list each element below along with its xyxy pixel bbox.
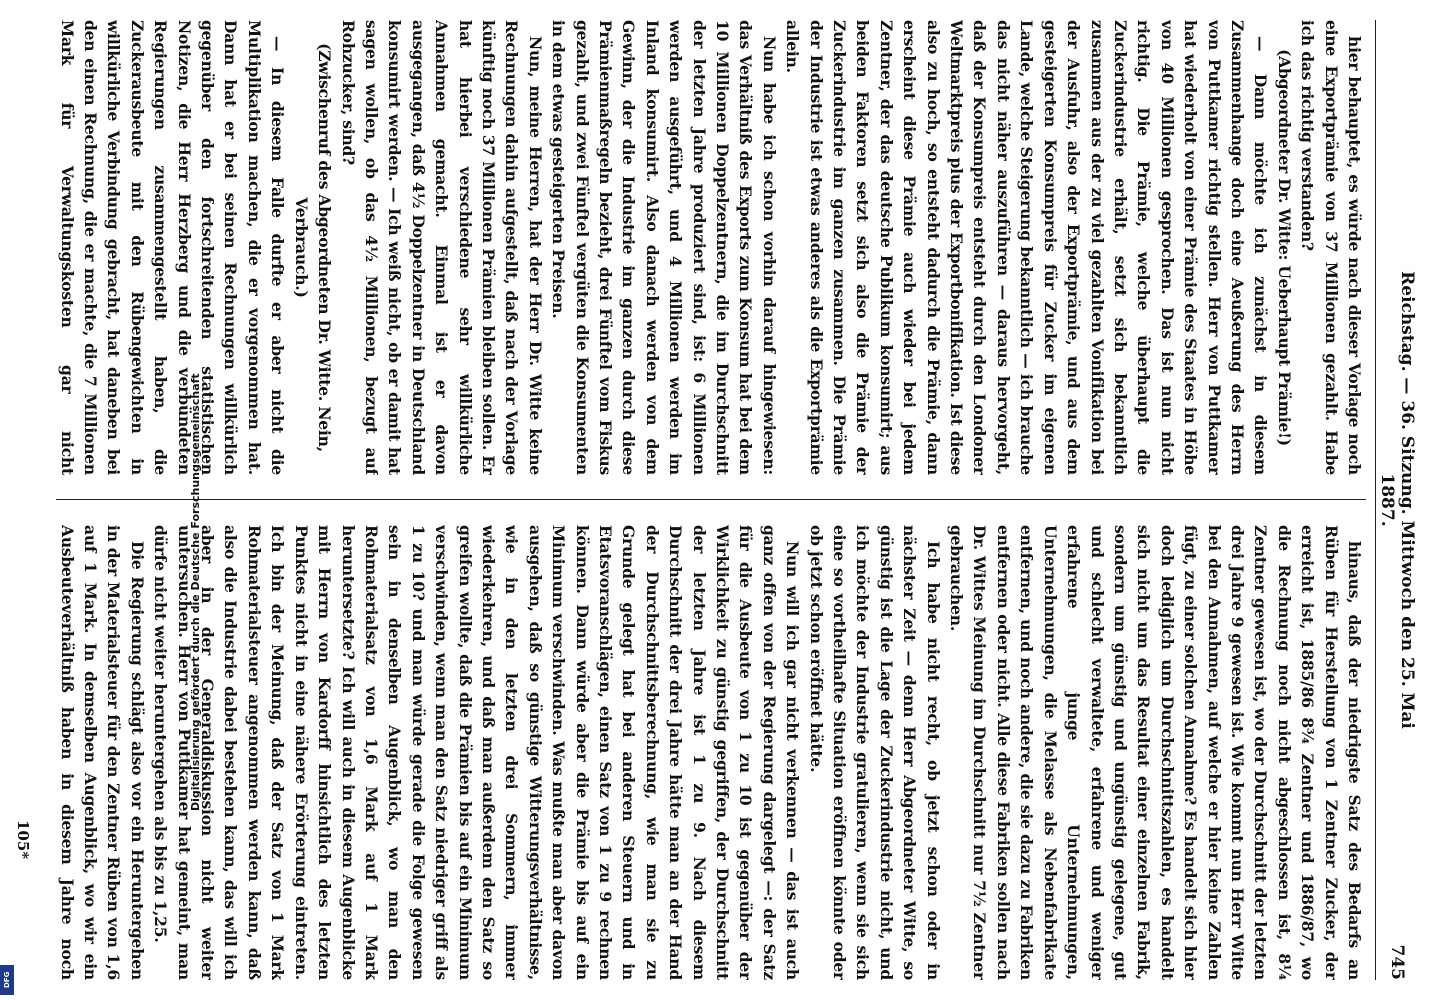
interjection: (Abgeordneter Dr. Witte: Ueberhaupt Prämie!): [1274, 49, 1294, 446]
right-column: [56, 525, 1366, 980]
paragraph: — In diesem Falle durfte er aber nicht die Multiplikation machen, die er vorgenommen hat. Dann hat er bei seinen Rechnungen willkürlich gegenüber den fortschreitenden statistischen Notizen, die Herr Herzberg und die verbündeten Regierungen zusammengestellt haben, die Zuckerausbeute mit den Rübengewichten in willkürliche Verbindung gebracht, hat daneben bei den einen Rechnung, die er machte, die 7 Millionen Mark für Verwaltungskosten gar nicht: [57, 20, 288, 475]
paragraph: Nun, meine Herren, hat der Herr Dr. Witte keine Rechnungen dahin aufgestellt, daß nach der Vorlage künftig noch 37 Millionen Prämien bleiben sollen. Er hat hierbei verschiedene sehr willkürliche Annahmen gemacht. Einmal ist er davon ausgegangen, daß 4½ Doppelzentner in Deutschland konsumirt werden. — Ich weiß nicht, ob er damit hat sagen wollen, ob das 4½ Millionen, bezugt auf Rohzucker, sind?: [338, 20, 545, 475]
paragraph: hinaus, daß der niedrigste Satz des Bedarfs an Rüben für Herstellung von 1 Zentner Zucker, der erreicht ist, 1885/86 8¾ Zentner und 1886/87, wo die Rechnung noch nicht abgeschlossen ist, 8¼ Zentner gewesen ist, wo der Durchschnitt der letzten drei Jahre 9 gewesen ist. Wie kommt nun Herr Witte bei den Annahmen, auf welche er hier keine Zahlen fügt, zu einer solchen Annahme? Es handelt sich hier doch lediglich um Durchschnittszahlen, es handelt sich nicht um das Resultat einer einzelnen Fabrik, sondern um günstig und ungünstig gelegene, gut und schlecht verwaltete, erfahrene und weniger erfahrene junge Unternehmungen, Unternehmungen, die Melasse als Nebenfabrikate entfernen, und noch andere, die sie dazu zu Fabriken entfernen oder nicht. Alle diese Fabriken sollen nach Dr. Wittes Meinung im Durchschnitt nur 7½ Zentner gebrauchen.: [947, 525, 1364, 980]
paragraph: Nun habe ich schon vorhin darauf hingewiesen: das Verhältniß des Exports zum Konsum hat bei dem 10 Millionen Doppelzentnern, die im Durchschnitt der letzten Jahre produziert sind, ist: 6 Millionen werden ausgeführt, und 4 Millionen werden im Inland konsumirt. Also danach werden von dem Gewinn, der die Industrie im ganzen durch diese Prämienmaßregeln bezieht, drei Fünftel vom Fiskus gezahlt, und zwei Fünftel vergüten die Konsumenten in dem etwas gesteigerten Preisen.: [549, 20, 779, 475]
paragraph: Nun will ich gar nicht verkennen — das ist auch ganz offen von der Regierung dargelegt —: der Satz für die Ausbeute von 1 zu 10 ist gegenüber der Wirklichkeit zu günstig gegriffen, der Durchschnitt der letzten Jahre ist 1 zu 9. Nach diesem Durchschnitt der drei Jahre hätte man an der Hand der Durchschnittsberechnung, wie man sie zu Grunde gelegt hat bei anderen Steuern und in Etatsvoranschlägen, einen Satz von 1 zu 9 rechnen können. Dann würde aber die Prämie bis auf ein Minimum verschwinden. Was mußte man aber davon ausgehen, daß so günstige Witterungsverhältnisse, wie in den letzten drei Sommern, immer wiederkehren, und daß man außerdem den Satz so greifen wollte, daß die Prämien bis auf ein Minimum verschwinden, wenn man den Satz niedriger griff als 1 zu 10? und man würde gerade die Folge gewesen sein in denselben Augenblick, wo man den Rohmaterialsatz von 1,6 Mark auf 1 Mark heruntersetzte? Ich will auch in diesem Augenblicke mit Herrn von Kardorff hinsichtlich des letzten Punktes nicht in eine nähere Erörterung eintreten. Ich bin der Meinung, daß der Satz von 1 Mark Rohmaterialsteuer angenommen werden kann, daß also die Industrie dabei bestehen kann, das will ich aber in der Generaldiskussion nicht weiter untersuchen. Herr von Puttkamer hat gemeint, man dürfe nicht weiter heruntergehen als bis zu 1,25.: [151, 525, 803, 980]
page-signature: 105*: [14, 820, 32, 860]
digitization-note: Digitalisierung gefördert durch die Deutsche Forschungsgemeinschaft: [189, 373, 202, 811]
paragraph: hier behauptet, es würde nach dieser Vorlage noch eine Exportprämie von 37 Millionen gezahlt. Habe ich das richtig verstanden?: [1298, 20, 1364, 475]
paragraph: Ich habe nicht recht, ob jetzt schon oder in nächster Zeit — denn Herr Abgeordneter Witte, so günstig ist die Lage der Zuckerindustrie nicht, und ich möchte der Industrie gratulieren, wenn sie sich eine so vortheilhafte Situation eröffnen könnte oder ob jetzt schon eröffnet hätte.: [806, 525, 943, 980]
header-title: Reichstag. — 36. Sitzung. Mittwoch den 25. Mai 1887.: [1377, 271, 1417, 729]
dfg-logo-icon: DFG: [0, 965, 14, 995]
page-header: [1377, 20, 1417, 980]
page-number: 745: [1387, 944, 1407, 980]
interjection: (Zwischenruf des Abgeordneten Dr. Witte. Nein, Verbrauch.): [291, 43, 335, 452]
column-divider: [56, 499, 1366, 500]
left-column: [56, 20, 1366, 475]
paragraph: — Dann möchte ich zunächst in diesem Zusammenhange doch eine Aeußerung des Herrn von Puttkamer richtig stellen. Herr von Puttkamer hat wiederholt von einer Prämie des Staates in Höhe von 40 Millionen gesprochen. Das ist nun nicht richtig. Die Prämie, welche überhaupt die Zuckerindustrie erhält, setzt sich bekanntlich zusammen aus der zu viel gezahlten Vonifikation bei der Ausfuhr, also der Exportprämie, und aus dem gesteigerten Konsumpreis für Zucker im eigenen Lande, welche Steigerung bekanntlich — ich brauche das nicht näher auszuführen — daraus hervorgeht, daß der Konsumpreis entsteht durch den Londoner Weltmarktpreis plus der Exportbonifikation. Ist diese also zu hoch, so entsteht dadurch die Prämie, dann erscheint diese Prämie auch wieder bei jedem Zentner, der das deutsche Publikum konsumirt; aus beiden Faktoren setzt sich also die Prämie der Zuckerindustrie im ganzen zusammen. Die Prämie der Industrie ist etwas anderes als die Exportprämie allein.: [783, 20, 1271, 475]
header-rule: [1375, 20, 1376, 980]
paragraph: Die Regierung schlägt also vor ein Heruntergehen in der Materialsteuer für den Zentner Rüben von 1,6 auf 1 Mark. In demselben Augenblick, wo wir ein Ausbeuteverhältniß haben in diesem Jahre noch: [57, 525, 147, 980]
